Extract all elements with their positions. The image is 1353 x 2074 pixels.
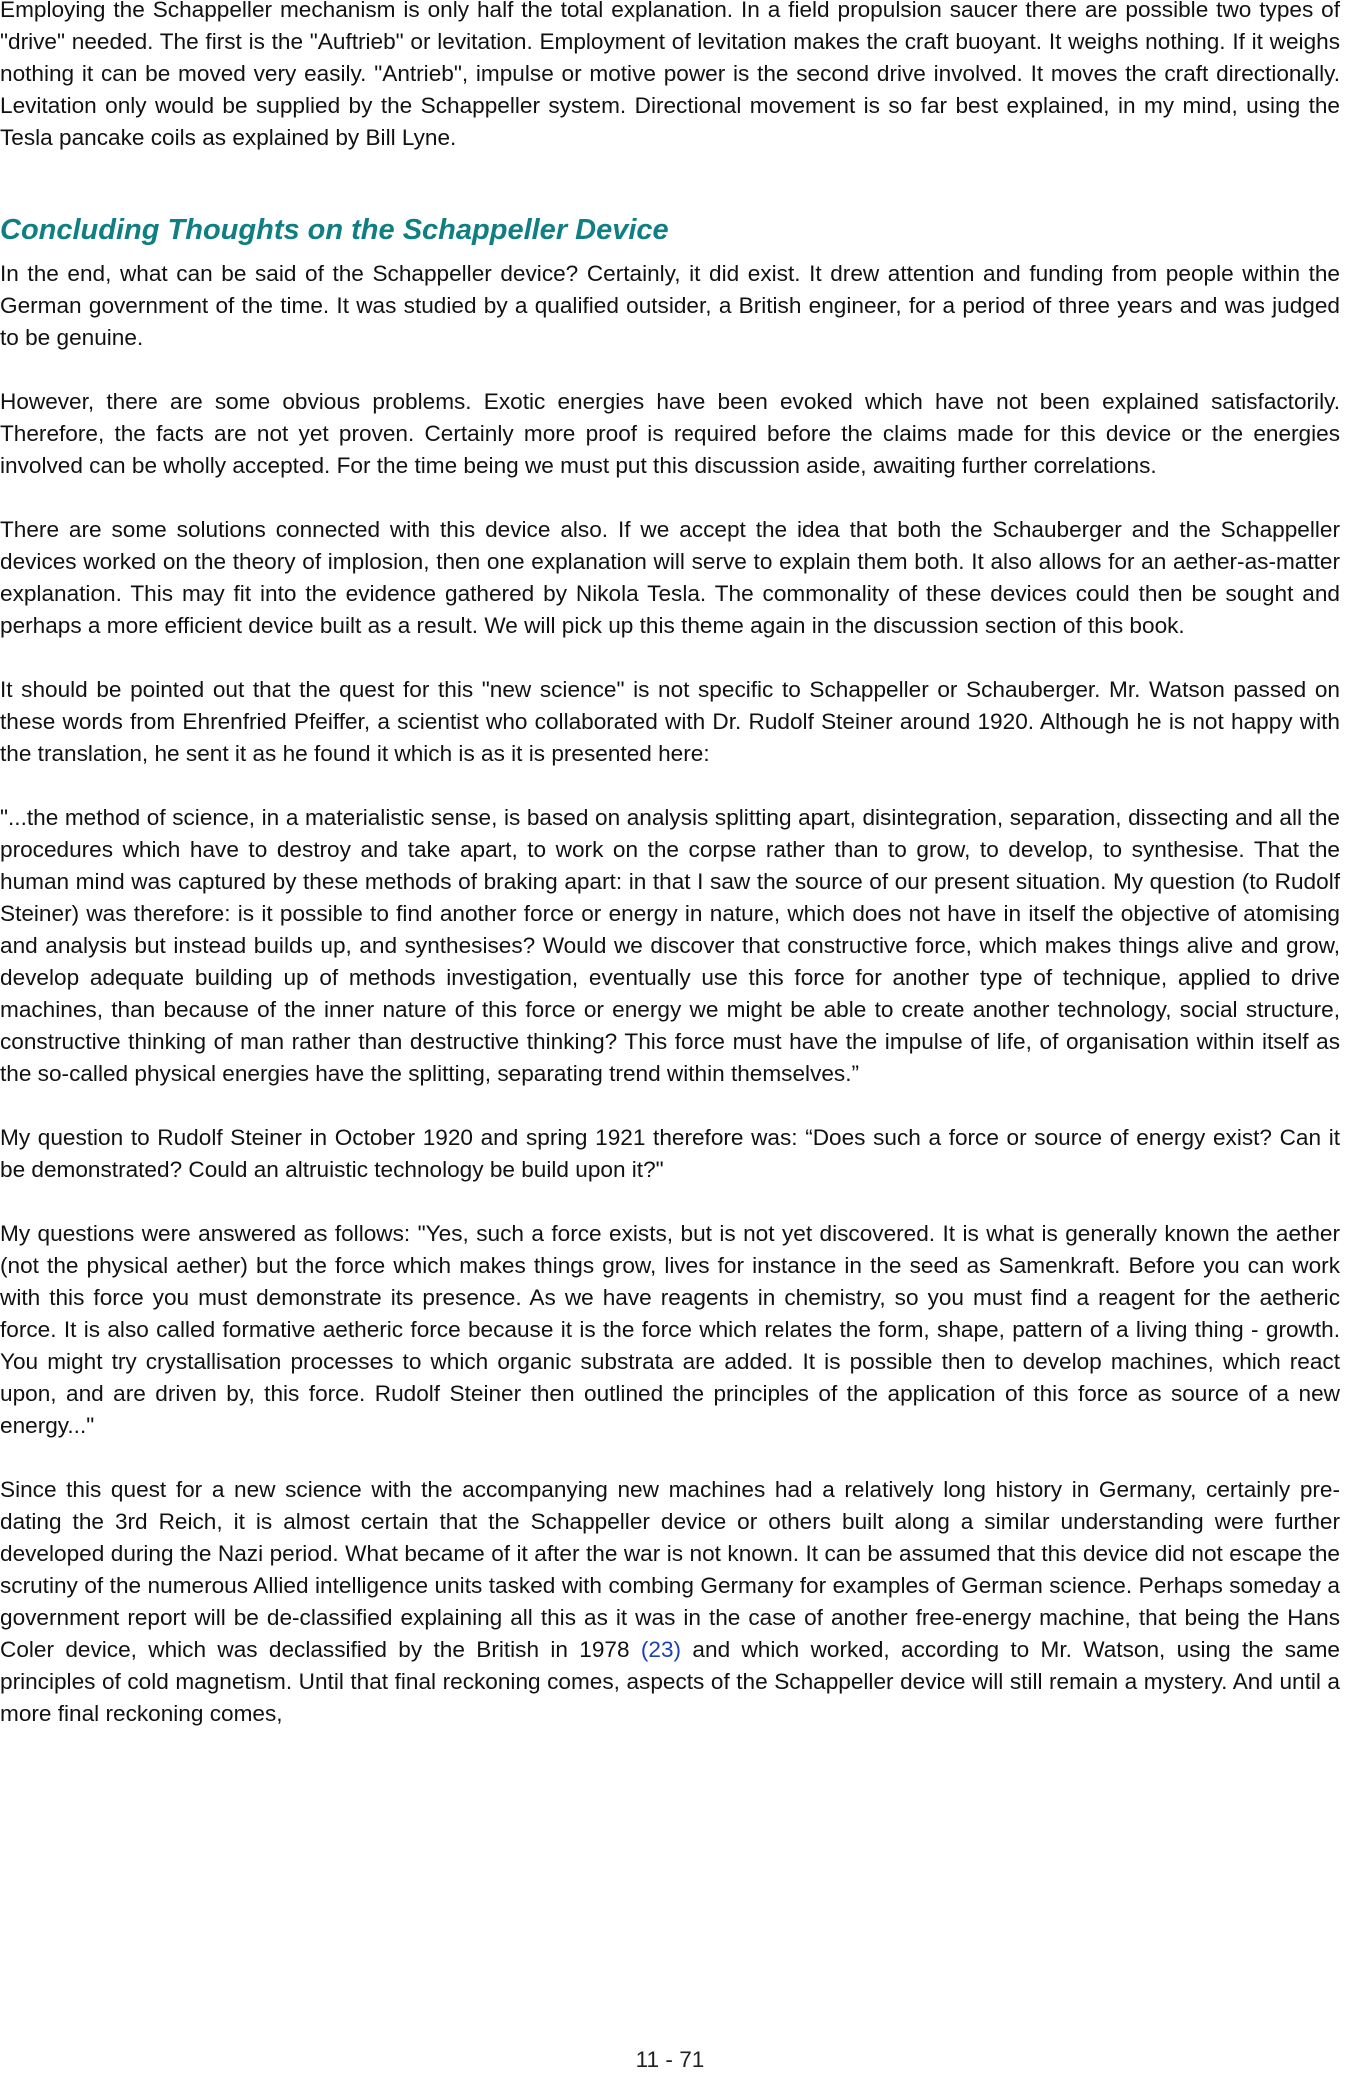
quote-paragraph: "...the method of science, in a materialistic sense, is based on analysis splitting apart, disintegration, separation, dissecting and all the procedures which have to destroy and take apart, to work on the corpse rather than to grow, to develop, to synthesise. That the human mind was captured by these methods of braking apart: in that I saw the source of our present situation. My question (to Rudolf Steiner) was therefore: is it possible to find another force or energy in nature, which does not have in itself the objective of atomising and analysis but instead builds up, and synthesises? Would we discover that constructive force, which makes things alive and grow, develop adequate building up of methods investigation, eventually use this force for another type of technique, applied to drive machines, than because of the inner nature of this force or energy we might be able to create another technology, social structure, constructive thinking of man rather than destructive thinking? This force must have the impulse of life, of organisation within itself as the so-called physical energies have the splitting, separating trend within themselves.” xyxy=(0,805,1340,1086)
body-paragraph: However, there are some obvious problems. Exotic energies have been evoked which have not been explained satisfactorily. Therefore, the facts are not yet proven. Certainly more proof is required before the claims made for this device or the energies involved can be wholly accepted. For the time being we must put this discussion aside, awaiting further correlations. xyxy=(0,389,1340,478)
page-number: 11 - 71 xyxy=(635,2047,705,2072)
reference-link[interactable]: (23) xyxy=(640,1637,682,1662)
body-paragraph: It should be pointed out that the quest for this "new science" is not specific to Schappeller or Schauberger. Mr. Watson passed on these words from Ehrenfried Pfeiffer, a scientist who collaborated with Dr. Rudolf Steiner around 1920. Although he is not happy with the translation, he sent it as he found it which is as it is presented here: xyxy=(0,677,1340,766)
paragraph-text: Since this quest for a new science with the accompanying new machines had a relatively long history in Germany, certainly pre- dating the 3rd Reich, it is almost certain that the Schappeller device or others built along a similar understanding were further developed during the Nazi period. What became of it after the war is not known. It can be assumed that this device did not escape the scrutiny of the numerous Allied intelligence units tasked with combing Germany for examples of German science. Perhaps someday a government report will be de-classified explaining all this as it was in the case of another free-energy machine, that being the Hans Coler device, which was declassified by the British in 1978 xyxy=(0,1477,1340,1662)
section-heading: Concluding Thoughts on the Schappeller Device xyxy=(0,214,669,246)
quote-paragraph: My questions were answered as follows: "Yes, such a force exists, but is not yet discovered. It is what is generally known the aether (not the physical aether) but the force which makes things grow, lives for instance in the seed as Samenkraft. Before you can work with this force you must demonstrate its presence. As we have reagents in chemistry, so you must find a reagent for the aetheric force. It is also called formative aetheric force because it is the force which relates the form, shape, pattern of a living thing - growth. You might try crystallisation processes to which organic substrata are added. It is possible then to develop machines, which react upon, and are driven by, this force. Rudolf Steiner then outlined the principles of the application of this force as source of a new energy..." xyxy=(0,1221,1340,1438)
body-paragraph: In the end, what can be said of the Schappeller device? Certainly, it did exist. It drew attention and funding from people within the German government of the time. It was studied by a qualified outsider, a British engineer, for a period of three years and was judged to be genuine. xyxy=(0,261,1340,350)
paragraph-text: and which worked, according to Mr. Watson, using the same principles of cold magnetism. Until that final reckoning comes, aspects of the Schappeller device will still remain a mystery. And until a more final reckoning comes, xyxy=(0,1637,1340,1726)
body-paragraph: My question to Rudolf Steiner in October 1920 and spring 1921 therefore was: “Does such a force or source of energy exist? Can it be demonstrated? Could an altruistic technology be build upon it?" xyxy=(0,1125,1340,1182)
body-paragraph: There are some solutions connected with this device also. If we accept the idea that both the Schauberger and the Schappeller devices worked on the theory of implosion, then one explanation will serve to explain them both. It also allows for an aether-as-matter explanation. This may fit into the evidence gathered by Nikola Tesla. The commonality of these devices could then be sought and perhaps a more efficient device built as a result. We will pick up this theme again in the discussion section of this book. xyxy=(0,517,1340,638)
body-paragraph: Employing the Schappeller mechanism is only half the total explanation. In a field propulsion saucer there are possible two types of "drive" needed. The first is the "Auftrieb" or levitation. Employment of levitation makes the craft buoyant. It weighs nothing. If it weighs nothing it can be moved very easily. "Antrieb", impulse or motive power is the second drive involved. It moves the craft directionally. Levitation only would be supplied by the Schappeller system. Directional movement is so far best explained, in my mind, using the Tesla pancake coils as explained by Bill Lyne. xyxy=(0,0,1340,150)
body-paragraph xyxy=(0,1474,1340,1730)
